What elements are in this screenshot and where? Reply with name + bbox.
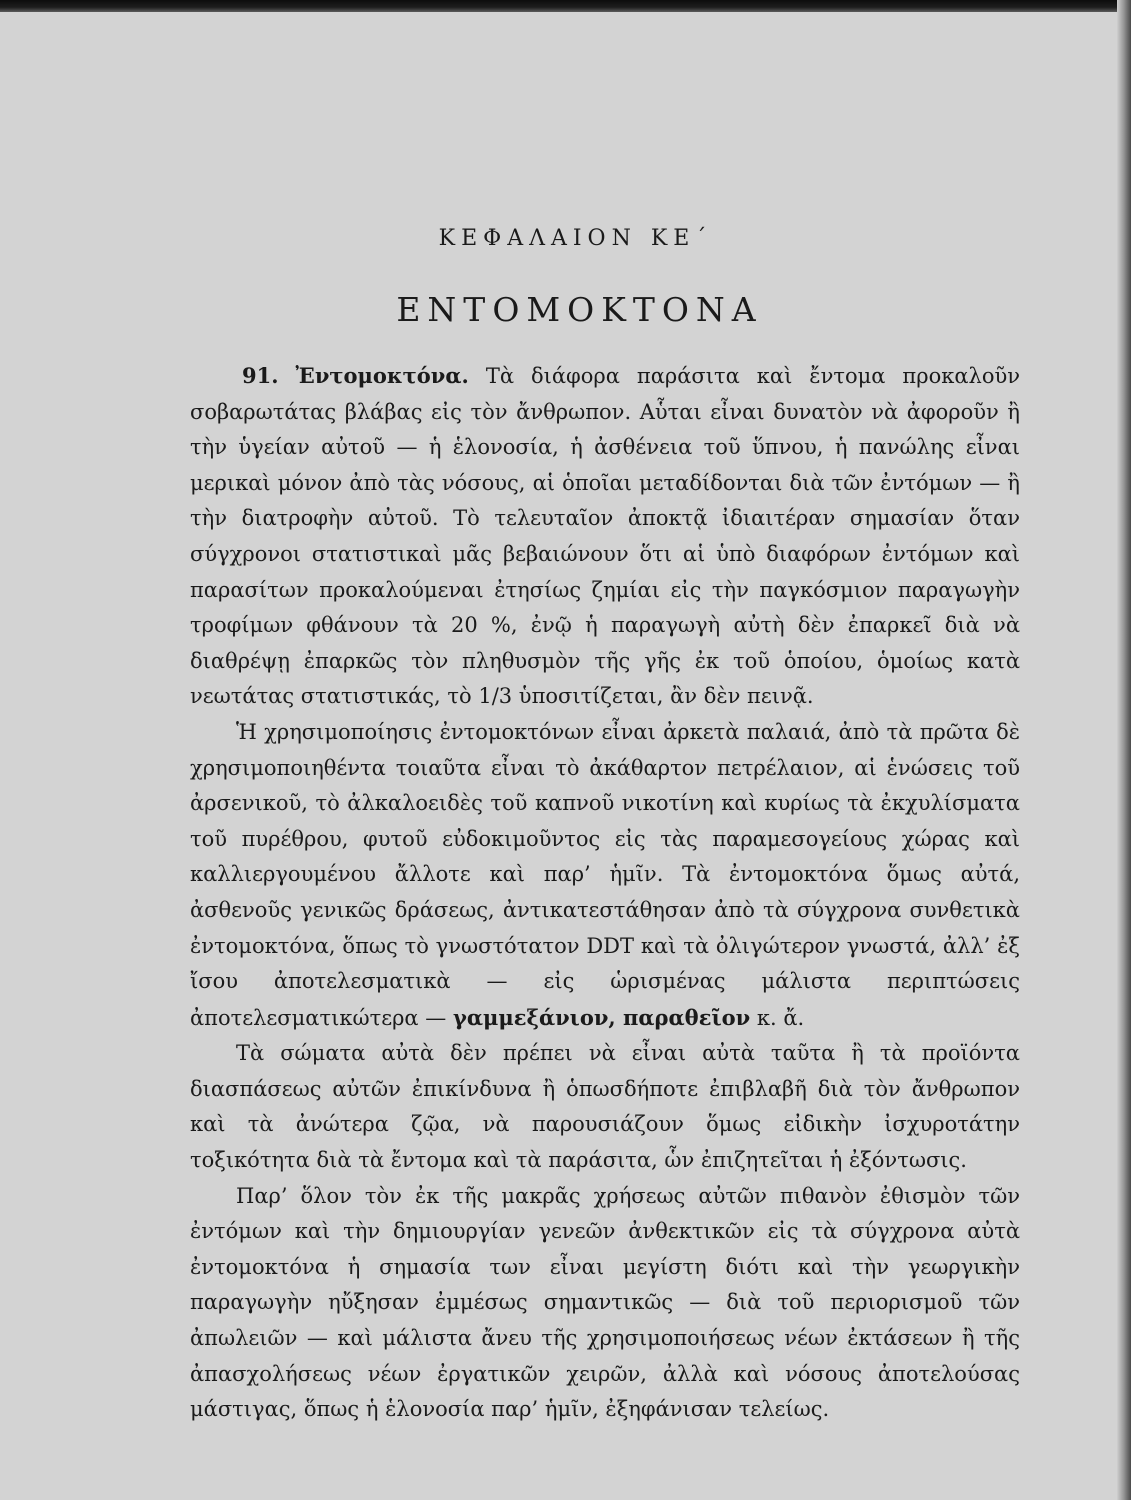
paragraph-2-text: Ἡ χρησιμοποίησις ἐντομοκτόνων εἶναι ἀρκετὰ παλαιά, ἀπὸ τὰ πρῶτα δὲ χρησιμοποιηθέντα τοιαῦτα εἶναι τὸ ἀκάθαρτον πετρέλαιον, αἱ ἑνώσεις τοῦ ἀρσενικοῦ, τὸ ἀλκαλοειδὲς τοῦ καπνοῦ νικοτίνη καὶ κυρίως τὰ ἐκχυλίσματα τοῦ πυρέθρου, φυτοῦ εὐδοκιμοῦντος εἰς τὰς παραμεσογείους χώρας καὶ καλλιεργουμένου ἄλλοτε καὶ παρ’ ἡμῖν. Τὰ ἐντομοκτόνα ὅμως αὐτά, ἀσθενοῦς γενικῶς δράσεως, ἀντικατεστάθησαν ἀπὸ τὰ σύγχρονα συνθετικὰ ἐντομοκτόνα, ὅπως τὸ γνωστότατον DDT καὶ τὰ ὀλιγώτερον γνωστά, ἀλλ’ ἐξ ἴσου ἀποτελεσματικὰ — εἰς ὡρισμένας μάλιστα περιπτώσεις ἀποτελεσματικώτερα — xyxy=(190,719,1020,1030)
paragraph-2-bold-terms: γαμμεξάνιον, παραθεῖον xyxy=(452,1004,751,1030)
chapter-heading xyxy=(0,226,1131,251)
chapter-label: ΚΕΦΑΛΑΙΟΝ xyxy=(438,226,637,251)
section-number: 91. xyxy=(242,363,279,388)
paragraph-4: Παρ’ ὅλον τὸν ἐκ τῆς μακρᾶς χρήσεως αὐτῶν πιθανὸν ἐθισμὸν τῶν ἐντόμων καὶ τὴν δημιουργίαν γενεῶν ἀνθεκτικῶν εἰς τὰ σύγχρονα αὐτὰ ἐντομοκτόνα ἡ σημασία των εἶναι μεγίστη διότι καὶ τὴν γεωργικὴν παραγωγὴν ηὔξησαν ἐμμέσως σημαντικῶς — διὰ τοῦ περιορισμοῦ τῶν ἀπωλειῶν — καὶ μάλιστα ἄνευ τῆς χρησιμοποιήσεως νέων ἐκτάσεων ἢ τῆς ἀπασχολήσεως νέων ἐργατικῶν χειρῶν, ἀλλὰ καὶ νόσους ἀποτελούσας μάστιγας, ὅπως ἡ ἑλονοσία παρ’ ἡμῖν, ἐξηφάνισαν τελείως. xyxy=(190,1183,1020,1422)
paragraph-1-text: Τὰ διάφορα παράσιτα καὶ ἔντομα προκαλοῦν σοβαρωτάτας βλάβας εἰς τὸν ἄνθρωπον. Αὗται εἶναι δυνατὸν νὰ ἀφοροῦν ἢ τὴν ὑγείαν αὐτοῦ — ἡ ἑλονοσία, ἡ ἀσθένεια τοῦ ὕπνου, ἡ πανώλης εἶναι μερικαὶ μόνον ἀπὸ τὰς νόσους, αἱ ὁποῖαι μεταδίδονται διὰ τῶν ἐντόμων — ἢ τὴν διατροφὴν αὐτοῦ. Τὸ τελευταῖον ἀποκτᾷ ἰδιαιτέραν σημασίαν ὅταν σύγχρονοι στατιστικαὶ μᾶς βεβαιώνουν ὅτι αἱ ὑπὸ διαφόρων ἐντόμων καὶ παρασίτων προκαλούμεναι ἐτησίως ζημίαι εἰς τὴν παγκόσμιον παραγωγὴν τροφίμων φθάνουν τὰ 20 %, ἐνῷ ἡ παραγωγὴ αὐτὴ δὲν ἐπαρκεῖ διὰ νὰ διαθρέψῃ ἐπαρκῶς τὸν πληθυσμὸν τῆς γῆς ἐκ τοῦ ὁποίου, ὁμοίως κατὰ νεωτάτας στατιστικάς, τὸ 1/3 ὑποσιτίζεται, ἂν δὲν πεινᾷ. xyxy=(190,364,1021,709)
chapter-number: ΚΕ΄ xyxy=(650,226,713,251)
paragraph-2 xyxy=(190,715,1020,1036)
paragraph-2-end: κ. ἄ. xyxy=(756,1005,805,1030)
paragraph-3: Τὰ σώματα αὐτὰ δὲν πρέπει νὰ εἶναι αὐτὰ ταῦτα ἢ τὰ προϊόντα διασπάσεως αὐτῶν ἐπικίνδυνα ἢ ὁπωσδήποτε ἐπιβλαβῆ διὰ τὸν ἄνθρωπον καὶ τὰ ἀνώτερα ζῷα, νὰ παρουσιάζουν ὅμως εἰδικὴν ἰσχυροτάτην τοξικότητα διὰ τὰ ἔντομα καὶ τὰ παράσιτα, ὧν ἐπιζητεῖται ἡ ἐξόντωσις. xyxy=(190,1041,1020,1173)
body-text xyxy=(190,358,1020,1428)
page-title: ΕΝΤΟΜΟΚΤΟΝΑ xyxy=(396,290,763,329)
paragraph-1 xyxy=(190,358,1020,715)
section-heading: Ἐντομοκτόνα. xyxy=(295,363,469,388)
